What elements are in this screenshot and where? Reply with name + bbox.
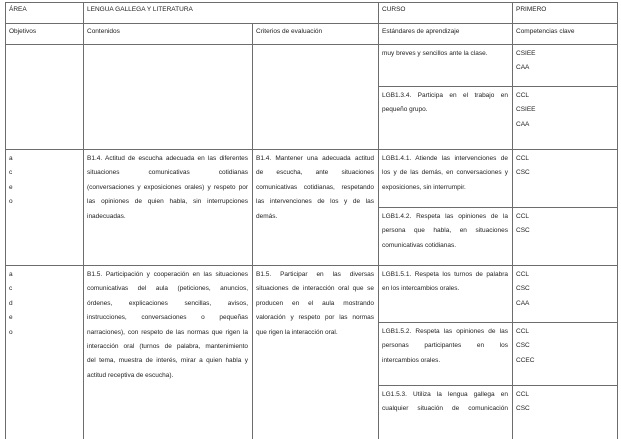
column-header-standards: Estándares de aprendizaje <box>382 28 460 35</box>
competence-code: CCL <box>516 391 530 398</box>
sub-row-divider-1 <box>378 86 618 87</box>
row-divider-1 <box>5 149 618 150</box>
competence-code: CSC <box>516 227 530 235</box>
competence-code: CCL <box>516 213 530 220</box>
sub-row-divider-3 <box>378 322 618 323</box>
competence-code: CAA <box>516 120 530 128</box>
competence-code: CCL <box>516 328 530 335</box>
competence-code: CSC <box>516 342 530 350</box>
competence-list <box>516 268 530 311</box>
standard-text: LGB1.3.4. Participa en el trabajo en pequeño grupo. <box>382 92 508 114</box>
course-value: PRIMERO <box>516 6 547 13</box>
standard-text: LG1.5.3. Utiliza la lengua gallega en cualquier situación de comunicación <box>382 391 508 413</box>
competence-list <box>516 210 530 239</box>
column-divider-4 <box>512 2 513 439</box>
standard-text: LGB1.5.1. Respeta los turnos de palabra en los intercambios orales. <box>382 271 508 293</box>
content-text: B1.5. Participación y cooperación en las situaciones comunicativas del aula (peticiones, anuncios, órdenes, explicaciones sencillas, avisos, instrucciones, conversaciones o pequeñas narraciones), con respeto de las normas que rigen la interacción oral (turnos de palabra, mantenimiento del tema, muestra de interés, mirar a quien habla y actitud receptiva de escucha). <box>87 271 248 379</box>
standard-text: LGB1.4.1. Atiende las intervenciones de los y de las demás, en conversaciones y exposiciones, sin interrumpir. <box>382 155 508 191</box>
competence-list <box>516 47 536 76</box>
criteria-text: B1.4. Mantener una adecuada actitud de escucha, ante situaciones comunicativas cotidianas, respetando las intervenciones de los y de las demás. <box>256 155 374 220</box>
column-divider-3 <box>378 2 379 439</box>
objective-code: a <box>9 271 13 278</box>
objective-code: o <box>9 328 13 336</box>
column-divider-1 <box>83 2 84 439</box>
standard-text: muy breves y sencillos ante la clase. <box>382 50 488 57</box>
standard-text: LGB1.4.2. Respeta las opiniones de la persona que habla, en situaciones comunicativas cotidianas. <box>382 213 508 249</box>
objective-list <box>9 152 13 210</box>
table-left-border <box>5 2 6 439</box>
competence-code: CAA <box>516 64 530 72</box>
header-row-divider <box>5 23 618 24</box>
competence-code: CSIEE <box>516 106 536 114</box>
competence-code: CSC <box>516 285 530 293</box>
competence-list <box>516 325 534 368</box>
objective-code: d <box>9 299 13 307</box>
column-divider-2 <box>252 23 253 439</box>
table-top-border <box>5 2 618 3</box>
criteria-text: B1.5. Participar en las diversas situaciones de interacción oral que se producen en el aula mostrando valoración y respeto por las normas que rigen la interacción oral. <box>256 271 374 336</box>
sub-row-divider-4 <box>378 385 618 386</box>
competence-code: CSC <box>516 169 530 177</box>
objective-code: c <box>9 169 13 177</box>
competence-code: CAA <box>516 299 530 307</box>
objective-code: c <box>9 285 13 293</box>
competence-code: CSIEE <box>516 50 536 57</box>
competence-code: CCEC <box>516 356 535 364</box>
table-right-border <box>617 2 618 439</box>
objective-code: e <box>9 314 13 322</box>
row-divider-2 <box>5 265 618 266</box>
column-header-objectives: Objetivos <box>9 28 37 35</box>
standard-text: LGB1.5.2. Respeta las opiniones de las personas participantes en los intercambios orales. <box>382 328 508 364</box>
area-label: ÁREA <box>9 6 27 13</box>
objective-code: o <box>9 198 13 206</box>
objective-code: a <box>9 155 13 162</box>
area-value: LENGUA GALLEGA Y LITERATURA <box>87 6 193 13</box>
column-header-contents: Contenidos <box>87 28 120 35</box>
competence-code: CCL <box>516 155 530 162</box>
competence-list <box>516 388 530 417</box>
objective-code: e <box>9 183 13 191</box>
sub-row-divider-2 <box>378 207 618 208</box>
competence-code: CSC <box>516 405 530 413</box>
column-header-criteria: Criterios de evaluación <box>256 28 323 35</box>
competence-code: CCL <box>516 92 530 99</box>
objective-list <box>9 268 13 340</box>
course-label: CURSO <box>382 6 406 13</box>
column-header-divider <box>5 44 618 45</box>
content-text: B1.4. Actitud de escucha adecuada en las diferentes situaciones comunicativas cotidianas (conversaciones y exposiciones orales) y respeto por las opiniones de quien habla, sin interrupciones inadecuadas. <box>87 155 248 220</box>
competence-code: CCL <box>516 271 530 278</box>
column-header-competences: Competencias clave <box>516 28 575 35</box>
competence-list <box>516 152 530 181</box>
competence-list <box>516 89 536 132</box>
